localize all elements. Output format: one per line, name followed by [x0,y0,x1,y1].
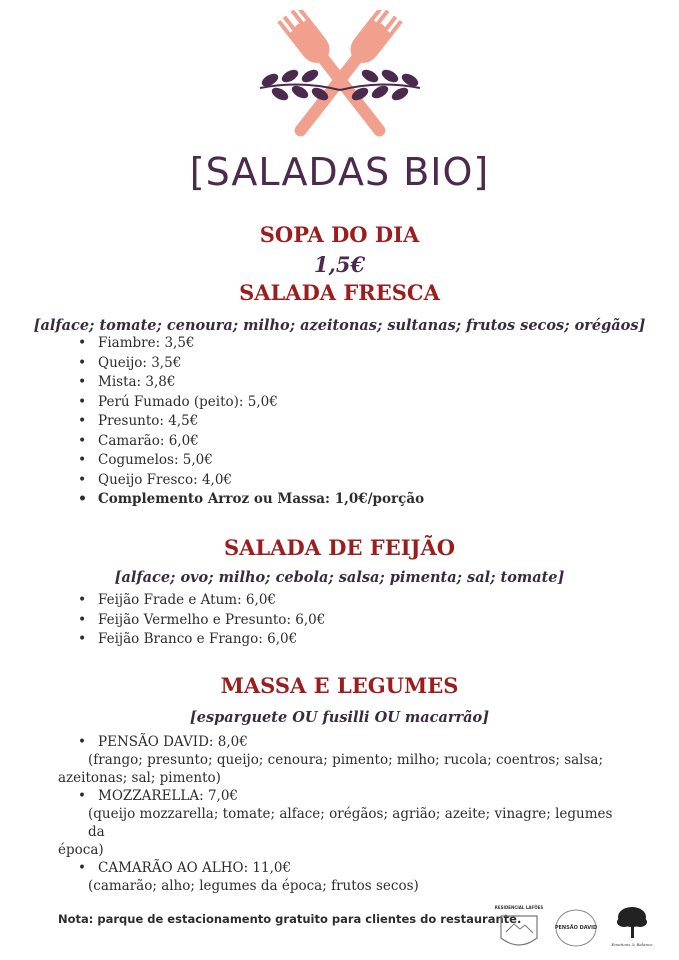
salada-feijao-title: SALADA DE FEIJÃO [223,535,456,560]
sopa-price: 1,5€ [313,252,366,277]
crossed-forks-with-leaves-icon [240,10,440,150]
massa-title: MASSA E LEGUMES [220,673,459,698]
footer-logos [494,902,659,954]
page-title: [SALADAS BIO] [189,150,490,194]
tree-logo-icon [610,907,653,947]
item-description: (queijo mozzarella; tomate; alface; orégãos; agrião; azeite; vinagre; legumes da [88,806,613,840]
item-description: (camarão; alho; legumes da época; frutos secos) [88,878,419,894]
list-item: • Queijo: 3,5€ [78,354,424,374]
list-item: • PENSÃO DAVID: 8,0€ [58,733,618,751]
list-item: • Mista: 3,8€ [78,373,424,393]
list-item: • Camarão: 6,0€ [78,432,424,452]
list-item: • Presunto: 4,5€ [78,412,424,432]
massa-ingredients: [esparguete OU fusilli OU macarrão] [189,709,490,726]
list-item: • CAMARÃO AO ALHO: 11,0€ [58,859,618,877]
salada-fresca-ingredients: [alface; tomate; cenoura; milho; azeitonas; sultanas; frutos secos; orégãos] [33,317,646,334]
item-description: (frango; presunto; queijo; cenoura; pimento; milho; rucola; coentros; salsa; [88,752,604,768]
list-item: • Perú Fumado (peito): 5,0€ [78,393,424,413]
list-item: • Feijão Frade e Atum: 6,0€ [78,591,325,611]
list-item: • Complemento Arroz ou Massa: 1,0€/porção [78,490,424,510]
list-item: • Cogumelos: 5,0€ [78,451,424,471]
salada-fresca-title: SALADA FRESCA [239,280,440,305]
svg-text:PENSÃO DAVID: PENSÃO DAVID [554,925,598,931]
item-description: azeitonas; sal; pimento) [58,770,221,786]
svg-text:RESIDENCIAL LAFÕES: RESIDENCIAL LAFÕES [494,905,544,910]
list-item: • Feijão Vermelho e Presunto: 6,0€ [78,611,325,631]
sopa-title: SOPA DO DIA [259,222,420,247]
svg-text:Emotions & Balance: Emotions & Balance [611,942,653,947]
item-description: época) [58,842,104,858]
list-item: • Fiambre: 3,5€ [78,334,424,354]
list-item: • Feijão Branco e Frango: 6,0€ [78,630,325,650]
massa-list [58,733,618,895]
salada-feijao-list [78,591,325,650]
pensao-david-logo-icon [555,910,597,946]
list-item: • Queijo Fresco: 4,0€ [78,471,424,491]
list-item: • MOZZARELLA: 7,0€ [58,787,618,805]
residencial-lafoes-seal-icon [495,905,544,945]
salada-fresca-list [78,334,424,510]
footer-note: Nota: parque de estacionamento gratuito para clientes do restaurante. [58,912,522,926]
salada-feijao-ingredients: [alface; ovo; milho; cebola; salsa; pimenta; sal; tomate] [114,569,565,586]
